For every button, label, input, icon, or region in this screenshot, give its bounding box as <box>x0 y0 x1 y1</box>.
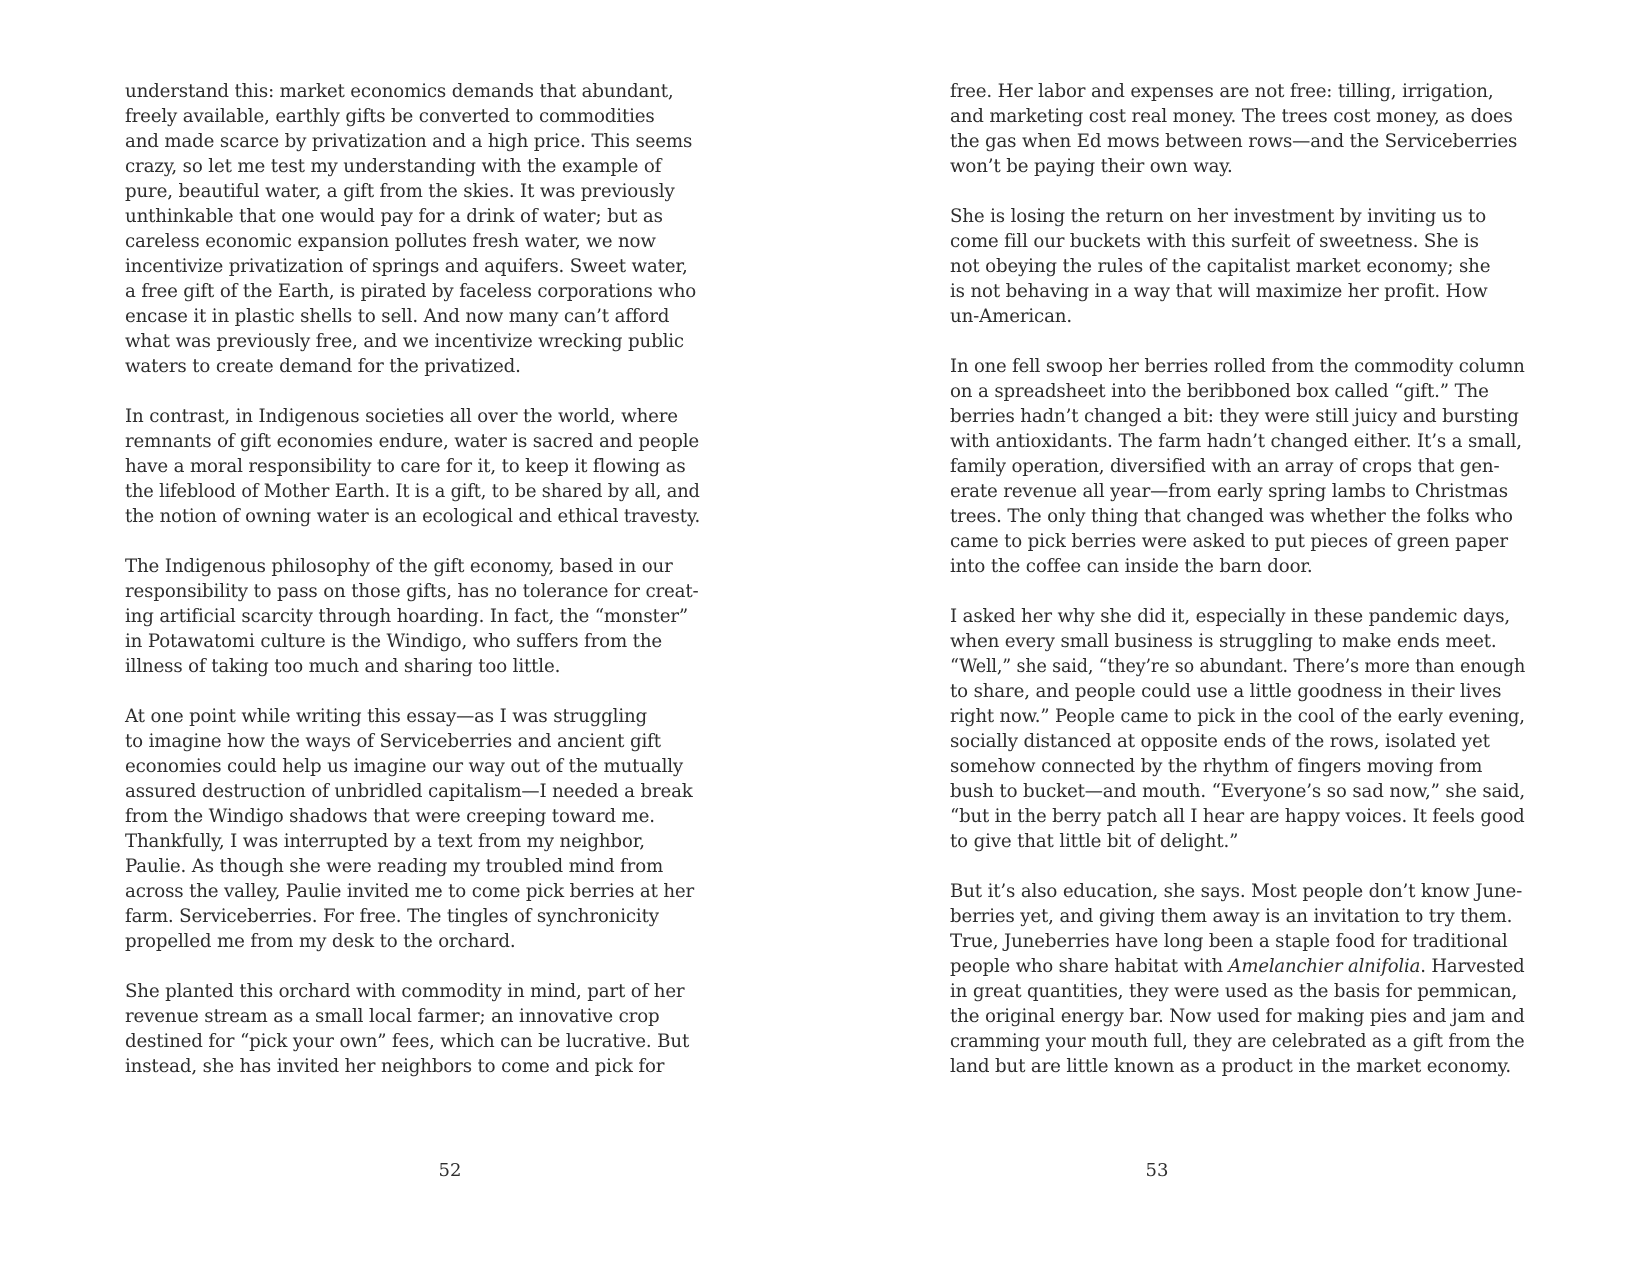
text-line: economies could help us imagine our way out of the mutually <box>125 756 684 777</box>
text-line: right now.” People came to pick in the cool of the early evening, <box>950 706 1525 727</box>
text-line: across the valley, Paulie invited me to come pick berries at her <box>125 881 695 902</box>
text-line: what was previously free, and we incentivize wrecking public <box>125 331 684 352</box>
paragraph <box>950 354 1525 579</box>
text-line: cramming your mouth full, they are celebrated as a gift from the <box>950 1031 1525 1052</box>
text-line: family operation, diversified with an array of crops that gen- <box>950 456 1500 477</box>
text-line: instead, she has invited her neighbors to come and pick for <box>125 1056 665 1077</box>
text-line: land but are little known as a product in the market economy. <box>950 1056 1512 1077</box>
text-line: berries hadn’t changed a bit: they were still juicy and bursting <box>950 406 1519 427</box>
text-line: ing artificial scarcity through hoarding. In fact, the “monster” <box>125 606 689 627</box>
text-line: “but in the berry patch all I hear are happy voices. It feels good <box>950 806 1525 827</box>
text-line: unthinkable that one would pay for a drink of water; but as <box>125 206 663 227</box>
paragraph <box>125 704 700 954</box>
text-line: in Potawatomi culture is the Windigo, who suffers from the <box>125 631 663 652</box>
text-line: trees. The only thing that changed was whether the folks who <box>950 506 1513 527</box>
text-line: destined for “pick your own” fees, which can be lucrative. But <box>125 1031 690 1052</box>
text-line: But it’s also education, she says. Most people don’t know June- <box>950 881 1523 902</box>
text-line: At one point while writing this essay—as I was struggling <box>125 706 648 727</box>
text-line: a free gift of the Earth, is pirated by faceless corporations who <box>125 281 697 302</box>
text-line: revenue stream as a small local farmer; an innovative crop <box>125 1006 660 1027</box>
text-line: the lifeblood of Mother Earth. It is a gift, to be shared by all, and <box>125 481 700 502</box>
right-page <box>825 0 1650 1275</box>
text-line: crazy, so let me test my understanding with the example of <box>125 156 662 177</box>
text-line: remnants of gift economies endure, water is sacred and people <box>125 431 700 452</box>
text-line: farm. Serviceberries. For free. The tingles of synchronicity <box>125 906 659 927</box>
text-line: the notion of owning water is an ecological and ethical travesty. <box>125 506 701 527</box>
paragraph <box>950 879 1525 1079</box>
text-line: socially distanced at opposite ends of the rows, isolated yet <box>950 731 1490 752</box>
text-line: is not behaving in a way that will maximize her profit. How <box>950 281 1488 302</box>
page-number: 53 <box>1145 1160 1169 1181</box>
text-line: from the Windigo shadows that were creeping toward me. <box>125 806 655 827</box>
text-line: incentivize privatization of springs and aquifers. Sweet water, <box>125 256 688 277</box>
text-line: the original energy bar. Now used for making pies and jam and <box>950 1006 1525 1027</box>
text-fragment: people who share habitat with <box>950 956 1229 977</box>
text-line: not obeying the rules of the capitalist market economy; she <box>950 256 1491 277</box>
text-line: assured destruction of unbridled capitalism—I needed a break <box>125 781 693 802</box>
paragraph <box>125 404 700 529</box>
text-line: won’t be paying their own way. <box>950 156 1233 177</box>
text-line: in great quantities, they were used as the basis for pemmican, <box>950 981 1518 1002</box>
text-line: waters to create demand for the privatized. <box>125 356 521 377</box>
text-line: free. Her labor and expenses are not free: tilling, irrigation, <box>950 81 1494 102</box>
text-line: In contrast, in Indigenous societies all over the world, where <box>125 406 678 427</box>
page-number: 52 <box>438 1160 462 1181</box>
text-line: In one fell swoop her berries rolled from the commodity column <box>950 356 1525 377</box>
text-line: with antioxidants. The farm hadn’t changed either. It’s a small, <box>950 431 1522 452</box>
text-line: Thankfully, I was interrupted by a text from my neighbor, <box>125 831 645 852</box>
text-line: careless economic expansion pollutes fresh water, we now <box>125 231 656 252</box>
text-line: I asked her why she did it, especially in these pandemic days, <box>950 606 1511 627</box>
text-line: bush to bucket—and mouth. “Everyone’s so sad now,” she said, <box>950 781 1526 802</box>
text-line: Paulie. As though she were reading my troubled mind from <box>125 856 664 877</box>
paragraph <box>125 79 700 379</box>
text-line: illness of taking too much and sharing too little. <box>125 656 561 677</box>
text-line: The Indigenous philosophy of the gift economy, based in our <box>125 556 673 577</box>
text-line: into the coffee can inside the barn door. <box>950 556 1313 577</box>
species-name-italic: Amelanchier alnifolia <box>1228 956 1421 977</box>
text-line: pure, beautiful water, a gift from the skies. It was previously <box>125 181 675 202</box>
text-line: to imagine how the ways of Serviceberries and ancient gift <box>125 731 661 752</box>
paragraph <box>950 204 1525 329</box>
text-line: “Well,” she said, “they’re so abundant. There’s more than enough <box>950 656 1526 677</box>
text-line: came to pick berries were asked to put pieces of green paper <box>950 531 1508 552</box>
text-line: berries yet, and giving them away is an invitation to try them. <box>950 906 1513 927</box>
text-line: understand this: market economics demands that abundant, <box>125 81 674 102</box>
text-line: un-American. <box>950 306 1072 327</box>
paragraph <box>125 979 700 1079</box>
text-line: and made scarce by privatization and a high price. This seems <box>125 131 693 152</box>
left-page-body <box>125 79 700 1104</box>
text-line-with-italic <box>950 954 1525 979</box>
text-line: on a spreadsheet into the beribboned box called “gift.” The <box>950 381 1489 402</box>
text-line: come fill our buckets with this surfeit of sweetness. She is <box>950 231 1479 252</box>
text-line: freely available, earthly gifts be converted to commodities <box>125 106 655 127</box>
paragraph <box>125 554 700 679</box>
text-line: have a moral responsibility to care for it, to keep it flowing as <box>125 456 686 477</box>
text-line: erate revenue all year—from early spring lambs to Christmas <box>950 481 1508 502</box>
text-line: She planted this orchard with commodity in mind, part of her <box>125 981 685 1002</box>
text-fragment: . Harvested <box>1420 956 1525 977</box>
right-page-body <box>950 79 1525 1104</box>
paragraph <box>950 604 1525 854</box>
text-line: when every small business is struggling to make ends meet. <box>950 631 1497 652</box>
text-line: somehow connected by the rhythm of fingers moving from <box>950 756 1483 777</box>
paragraph <box>950 79 1525 179</box>
text-line: and marketing cost real money. The trees cost money, as does <box>950 106 1513 127</box>
text-line: encase it in plastic shells to sell. And now many can’t afford <box>125 306 670 327</box>
text-line: the gas when Ed mows between rows—and the Serviceberries <box>950 131 1518 152</box>
text-line: to give that little bit of delight.” <box>950 831 1239 852</box>
text-line: True, Juneberries have long been a staple food for traditional <box>950 931 1508 952</box>
text-line: She is losing the return on her investment by inviting us to <box>950 206 1487 227</box>
text-line: propelled me from my desk to the orchard. <box>125 931 516 952</box>
text-line: to share, and people could use a little goodness in their lives <box>950 681 1502 702</box>
text-line: responsibility to pass on those gifts, has no tolerance for creat- <box>125 581 699 602</box>
